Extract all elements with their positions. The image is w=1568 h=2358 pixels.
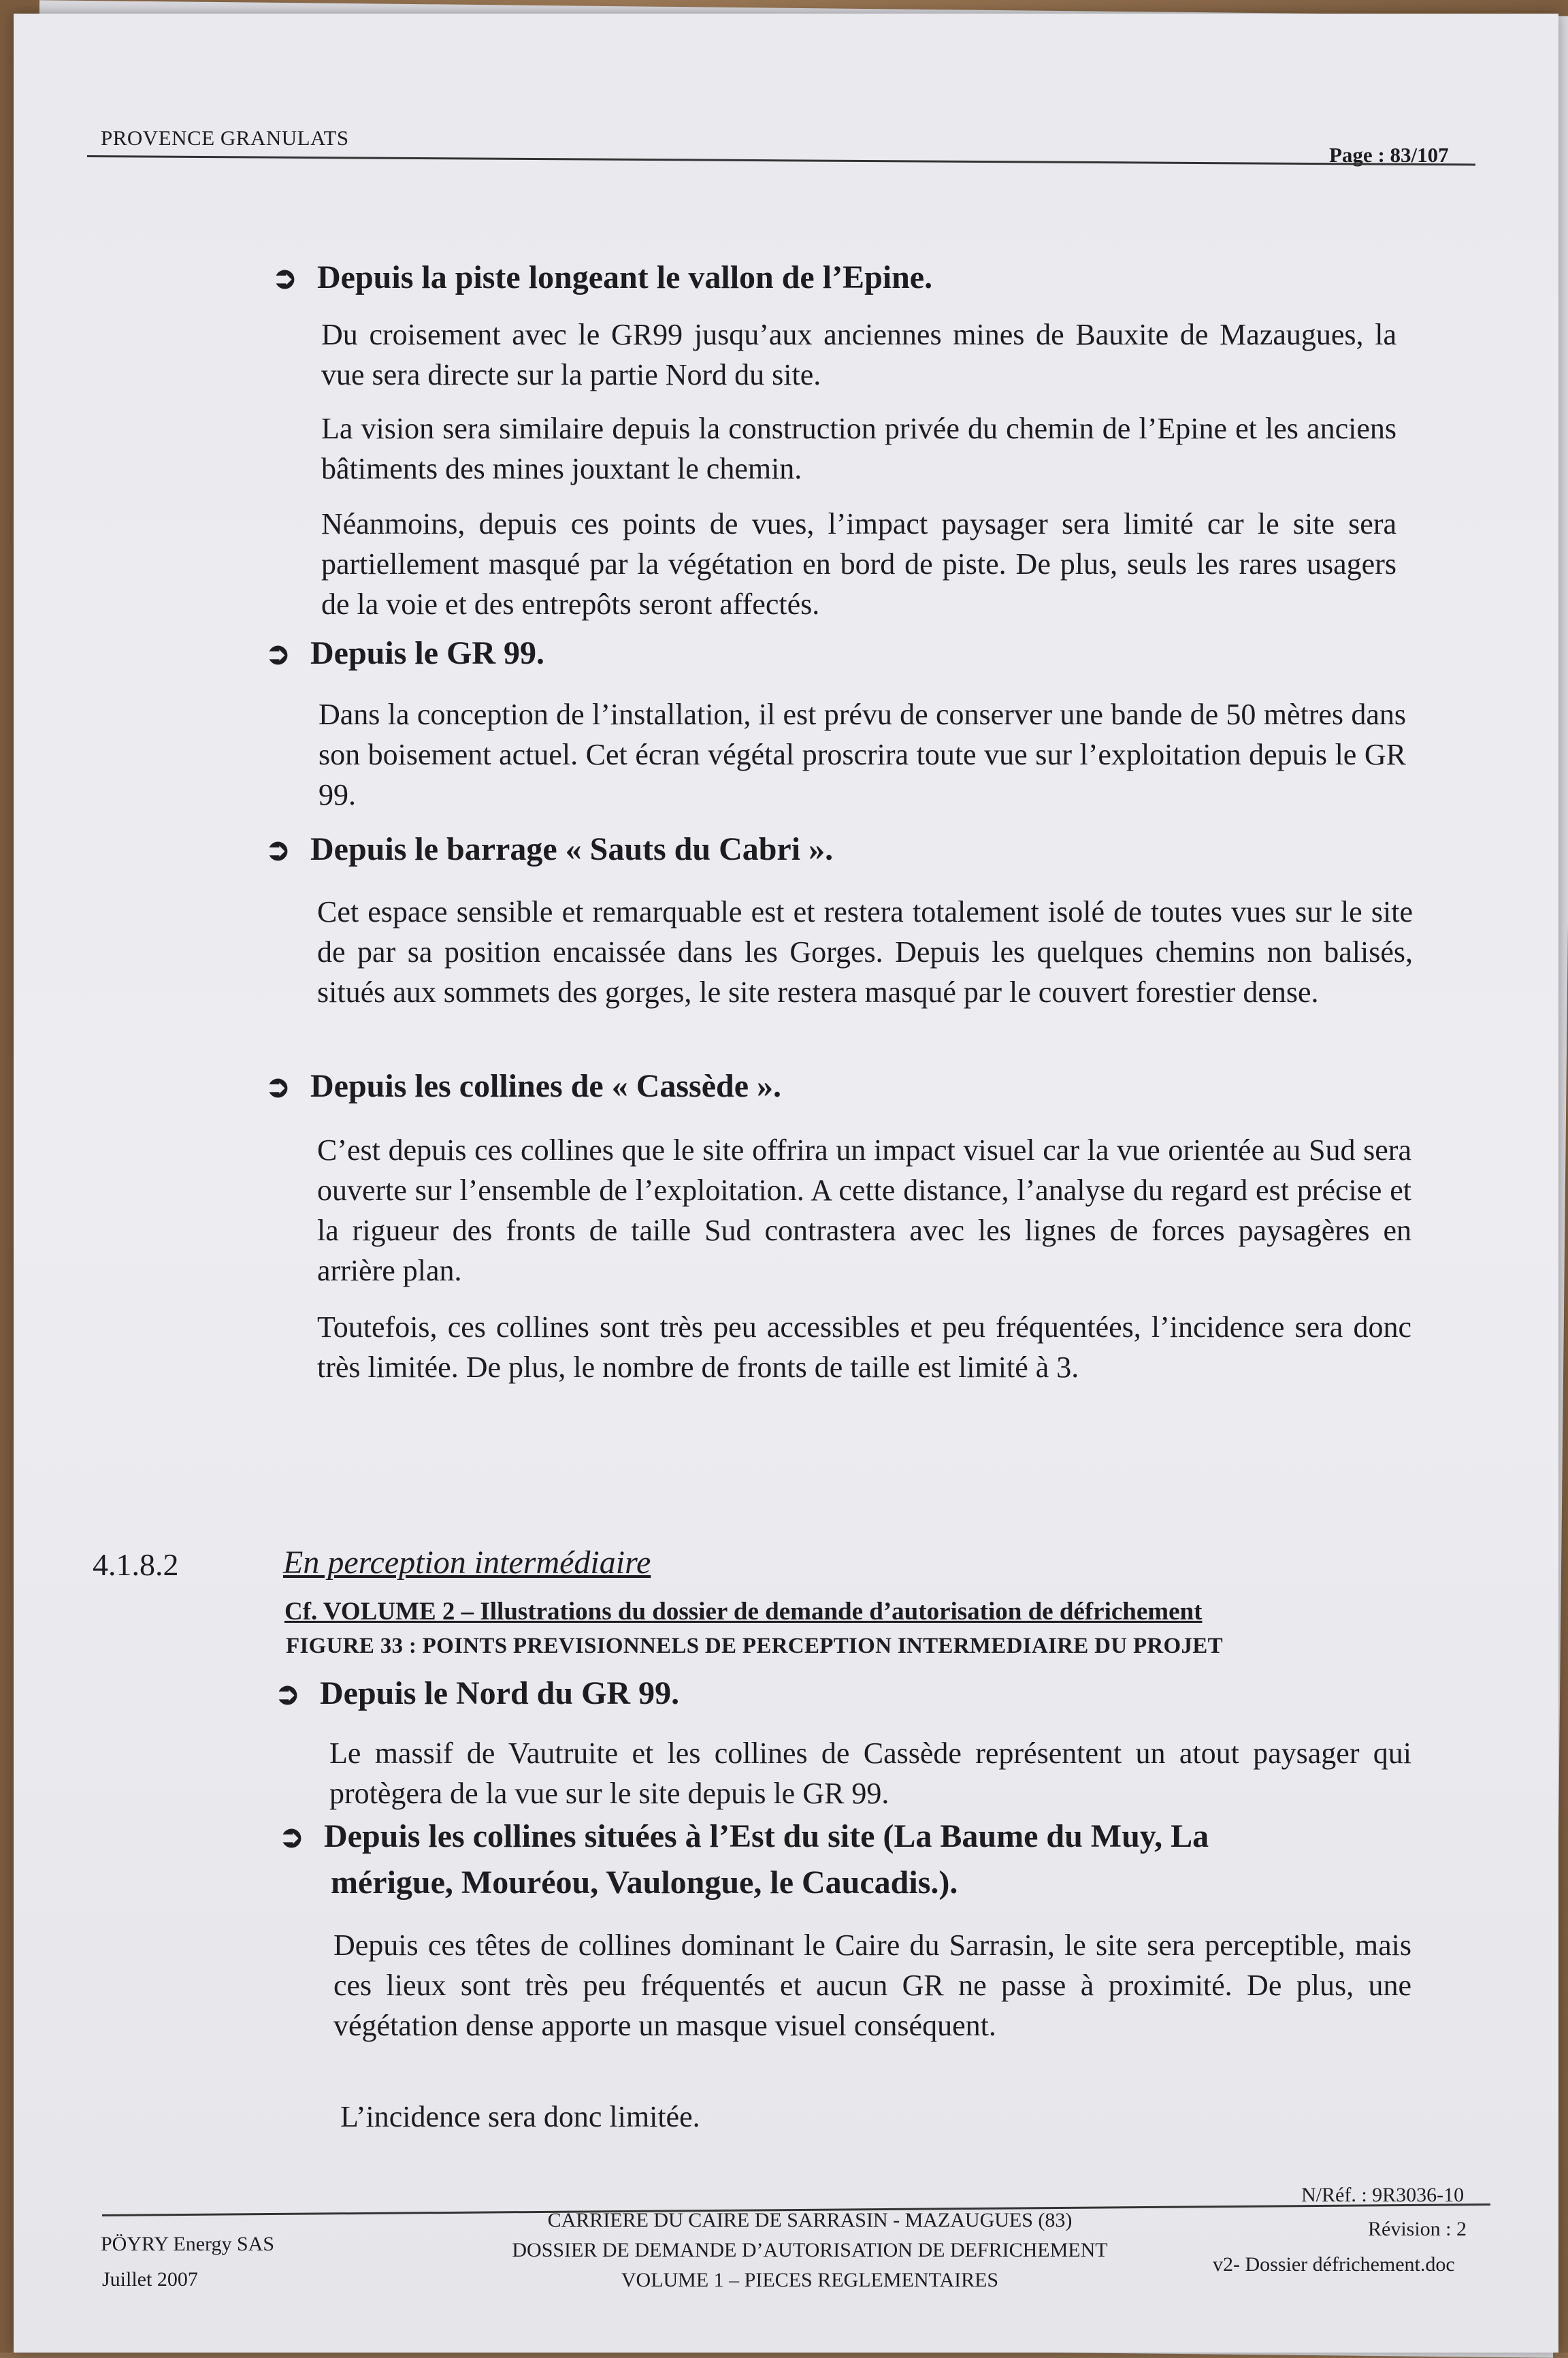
arrow-bullet-icon: ➲ — [265, 833, 291, 867]
footer-filename: v2- Dossier défrichement.doc — [1213, 2253, 1455, 2276]
document-page — [14, 14, 1558, 2353]
figure-caption: FIGURE 33 : POINTS PREVISIONNELS DE PERCEPTION INTERMEDIAIRE DU PROJET — [286, 1634, 1223, 1658]
footer-line-2: DOSSIER DE DEMANDE D’AUTORISATION DE DEFRICHEMENT — [512, 2239, 1108, 2261]
bullet-heading-text: Depuis le GR 99. — [310, 635, 545, 671]
footer-line-3: VOLUME 1 – PIECES REGLEMENTAIRES — [621, 2269, 999, 2291]
arrow-bullet-icon: ➲ — [279, 1820, 304, 1854]
bullet-heading-text: Depuis les collines situées à l’Est du site (La Baume du Muy, La — [324, 1818, 1209, 1854]
paragraph: Du croisement avec le GR99 jusqu’aux anciennes mines de Bauxite de Mazaugues, la vue sera directe sur la partie Nord du site. — [321, 318, 1396, 391]
bullet-heading-text: Depuis le Nord du GR 99. — [320, 1675, 680, 1711]
paragraph: L’incidence sera donc limitée. — [340, 2100, 700, 2133]
bullet-heading-text: Depuis les collines de « Cassède ». — [310, 1068, 782, 1104]
header-company: PROVENCE GRANULATS — [101, 126, 349, 150]
bullet-heading-cassede — [265, 1067, 781, 1105]
arrow-bullet-icon: ➲ — [275, 1677, 300, 1711]
volume-reference: Cf. VOLUME 2 – Illustrations du dossier de demande d’autorisation de défrichement — [284, 1598, 1203, 1626]
paragraph: Toutefois, ces collines sont très peu accessibles et peu fréquentées, l’incidence sera donc très limitée. De plus, le nombre de fronts de taille est limité à 3. — [317, 1310, 1411, 1384]
header-rule — [87, 155, 1475, 165]
paragraph: Dans la conception de l’installation, il est prévu de conserver une bande de 50 mètres dans son boisement actuel. Cet écran végétal proscrira toute vue sur l’exploitation depuis le GR 99. — [318, 698, 1406, 811]
paragraph: Néanmoins, depuis ces points de vues, l’impact paysager sera limité car le site sera partiellement masqué par la végétation en bord de piste. De plus, seuls les rares usagers de la voie et des entrepôts seront affectés. — [321, 507, 1396, 621]
bullet-heading-collines-est — [279, 1818, 1209, 1855]
footer-revision: Révision : 2 — [1368, 2218, 1467, 2240]
footer-company: PÖYRY Energy SAS — [101, 2233, 275, 2255]
paragraph: Le massif de Vautruite et les collines de Cassède représentent un atout paysager qui protègera de la vue sur le site depuis le GR 99. — [329, 1737, 1411, 1810]
bullet-heading-vallon-epine — [272, 259, 932, 296]
bullet-heading-gr99 — [265, 634, 544, 672]
bullet-heading-text: Depuis la piste longeant le vallon de l’Epine. — [317, 259, 933, 295]
bullet-heading-continuation: mérigue, Mouréou, Vaulongue, le Caucadis.). — [331, 1864, 958, 1901]
bullet-heading-text: Depuis le barrage « Sauts du Cabri ». — [310, 831, 834, 867]
header-page-number: Page : 83/107 — [1329, 143, 1449, 167]
paragraph: C’est depuis ces collines que le site offrira un impact visuel car la vue orientée au Sud sera ouverte sur l’ensemble de l’exploitation. A cette distance, l’analyse du regard est précise et la rigueur des fronts de taille Sud contrastera avec les lignes de forces paysagères en arrière plan. — [317, 1133, 1411, 1287]
bullet-heading-barrage — [265, 830, 833, 868]
subsection-number: 4.1.8.2 — [93, 1547, 179, 1582]
paragraph: La vision sera similaire depuis la construction privée du chemin de l’Epine et les anciens bâtiments des mines jouxtant le chemin. — [321, 412, 1396, 485]
bullet-heading-nord-gr99 — [275, 1675, 679, 1712]
arrow-bullet-icon: ➲ — [265, 1070, 291, 1103]
paragraph: Depuis ces têtes de collines dominant le Caire du Sarrasin, le site sera perceptible, mais ces lieux sont très peu fréquentés et aucun GR ne passe à proximité. De plus, une végétation dense apporte un masque visuel conséquent. — [333, 1928, 1411, 2042]
footer-line-1: CARRIERE DU CAIRE DE SARRASIN - MAZAUGUES (83) — [547, 2209, 1073, 2231]
subsection-title: En perception intermédiaire — [283, 1545, 651, 1581]
footer-title-block — [436, 2206, 1184, 2295]
arrow-bullet-icon: ➲ — [265, 637, 291, 671]
arrow-bullet-icon: ➲ — [272, 261, 297, 295]
paragraph: Cet espace sensible et remarquable est et restera totalement isolé de toutes vues sur le site de par sa position encaissée dans les Gorges. Depuis les quelques chemins non balisés, situés aux sommets des gorges, le site restera masqué par le couvert forestier dense. — [317, 895, 1413, 1009]
footer-reference: N/Réf. : 9R3036-10 — [1301, 2184, 1465, 2206]
footer-date: Juillet 2007 — [102, 2268, 198, 2291]
